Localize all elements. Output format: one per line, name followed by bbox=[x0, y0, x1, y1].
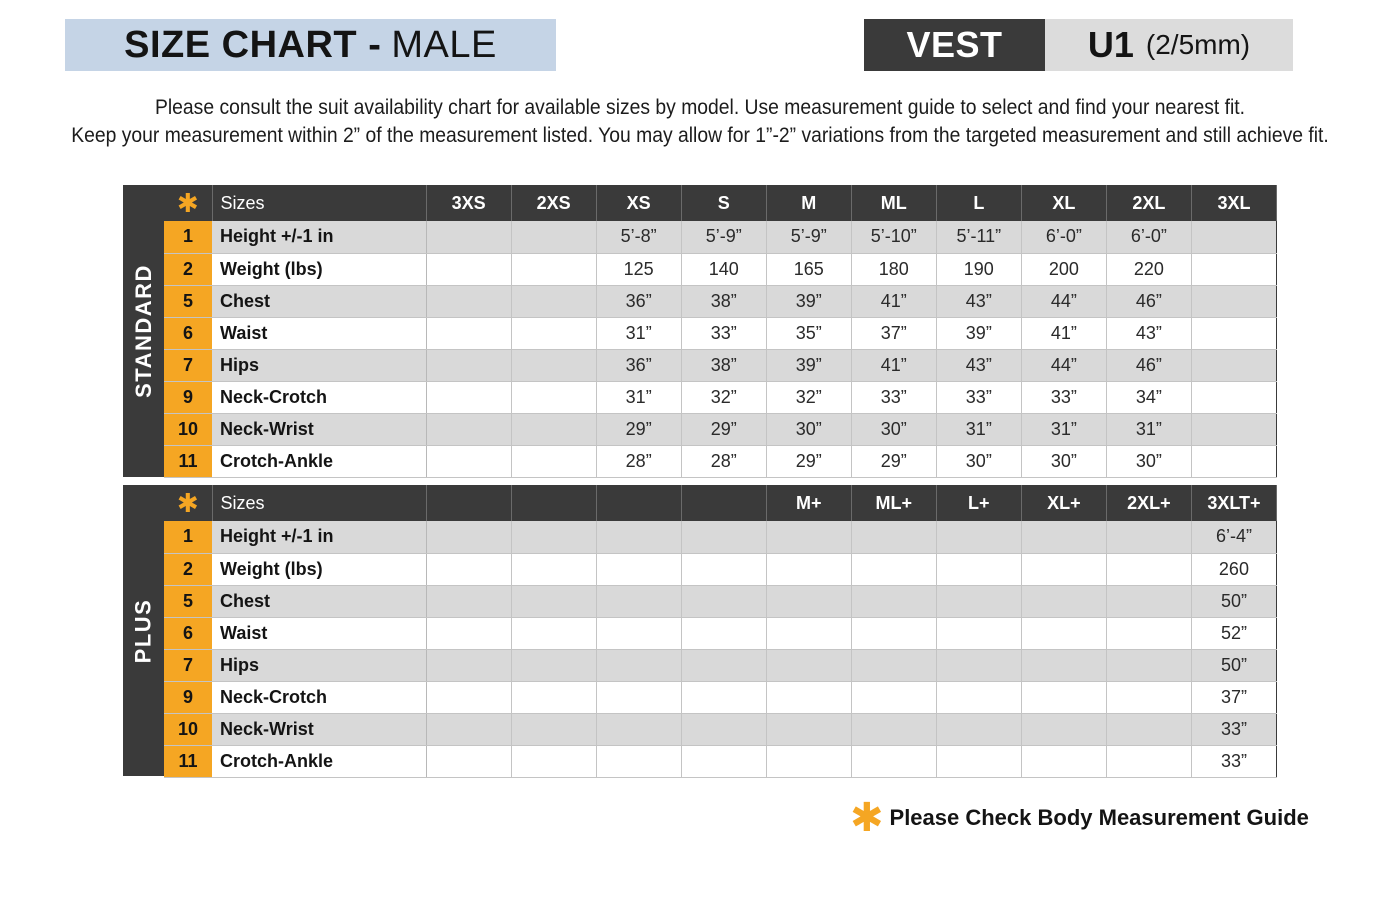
measurement-value-cell bbox=[1191, 317, 1276, 349]
measurement-value-cell: 31” bbox=[596, 317, 681, 349]
measurement-row bbox=[164, 221, 1277, 253]
measurement-number-badge: 2 bbox=[164, 253, 212, 285]
measurement-value-cell bbox=[1021, 649, 1106, 681]
measurement-value-cell: 200 bbox=[1021, 253, 1106, 285]
measurement-label: Crotch-Ankle bbox=[212, 745, 426, 777]
measurement-value-cell bbox=[936, 745, 1021, 777]
measurement-value-cell: 46” bbox=[1106, 285, 1191, 317]
standard-size-table bbox=[164, 185, 1277, 478]
measurement-value-cell: 31” bbox=[596, 381, 681, 413]
measurement-number-badge: 10 bbox=[164, 713, 212, 745]
measurement-value-cell: 37” bbox=[1191, 681, 1276, 713]
measurement-value-cell: 260 bbox=[1191, 553, 1276, 585]
measurement-value-cell: 46” bbox=[1106, 349, 1191, 381]
measurement-value-cell bbox=[1191, 253, 1276, 285]
measurement-value-cell bbox=[426, 381, 511, 413]
measurement-number-badge: 2 bbox=[164, 553, 212, 585]
measurement-label: Height +/-1 in bbox=[212, 521, 426, 553]
measurement-label: Hips bbox=[212, 649, 426, 681]
measurement-value-cell bbox=[936, 617, 1021, 649]
measurement-value-cell: 34” bbox=[1106, 381, 1191, 413]
measurement-label: Neck-Wrist bbox=[212, 413, 426, 445]
measurement-value-cell bbox=[1021, 617, 1106, 649]
measurement-value-cell: 33” bbox=[1191, 713, 1276, 745]
measurement-value-cell bbox=[426, 349, 511, 381]
measurement-value-cell: 33” bbox=[851, 381, 936, 413]
measurement-value-cell bbox=[1021, 521, 1106, 553]
measurement-value-cell bbox=[426, 221, 511, 253]
measurement-label: Crotch-Ankle bbox=[212, 445, 426, 477]
measurement-value-cell bbox=[596, 649, 681, 681]
measurement-value-cell bbox=[681, 745, 766, 777]
measurement-value-cell: 32” bbox=[766, 381, 851, 413]
measurement-value-cell: 30” bbox=[936, 445, 1021, 477]
measurement-value-cell: 39” bbox=[766, 349, 851, 381]
measurement-value-cell: 33” bbox=[1021, 381, 1106, 413]
size-column-header: 3XL bbox=[1191, 185, 1276, 221]
measurement-value-cell bbox=[511, 521, 596, 553]
model-label bbox=[1045, 19, 1293, 71]
measurement-value-cell: 165 bbox=[766, 253, 851, 285]
measurement-value-cell bbox=[426, 585, 511, 617]
measurement-value-cell bbox=[851, 745, 936, 777]
measurement-value-cell bbox=[511, 349, 596, 381]
measurement-value-cell: 43” bbox=[936, 285, 1021, 317]
measurement-value-cell bbox=[511, 285, 596, 317]
measurement-guide-text: Please Check Body Measurement Guide bbox=[889, 805, 1309, 830]
measurement-value-cell bbox=[1191, 285, 1276, 317]
measurement-value-cell bbox=[426, 681, 511, 713]
size-column-header bbox=[596, 485, 681, 521]
measurement-value-cell: 31” bbox=[936, 413, 1021, 445]
size-column-header: 3XS bbox=[426, 185, 511, 221]
standard-size-section bbox=[123, 185, 1277, 477]
measurement-value-cell bbox=[936, 713, 1021, 745]
measurement-value-cell bbox=[1106, 745, 1191, 777]
measurement-row bbox=[164, 445, 1277, 477]
measurement-value-cell bbox=[681, 553, 766, 585]
measurement-number-badge: 1 bbox=[164, 221, 212, 253]
measurement-value-cell bbox=[596, 553, 681, 585]
measurement-value-cell: 6’-0” bbox=[1106, 221, 1191, 253]
measurement-value-cell bbox=[426, 713, 511, 745]
page-title bbox=[65, 19, 556, 71]
measurement-value-cell bbox=[766, 745, 851, 777]
measurement-label: Waist bbox=[212, 617, 426, 649]
size-column-header: 2XL bbox=[1106, 185, 1191, 221]
measurement-label: Neck-Crotch bbox=[212, 381, 426, 413]
measurement-value-cell bbox=[426, 649, 511, 681]
measurement-value-cell bbox=[766, 681, 851, 713]
asterisk-star-icon: ✱ bbox=[164, 485, 212, 521]
measurement-value-cell bbox=[511, 253, 596, 285]
measurement-value-cell: 33” bbox=[681, 317, 766, 349]
measurement-value-cell bbox=[596, 745, 681, 777]
measurement-number-badge: 9 bbox=[164, 381, 212, 413]
measurement-value-cell bbox=[596, 681, 681, 713]
measurement-value-cell: 41” bbox=[851, 349, 936, 381]
measurement-value-cell bbox=[936, 649, 1021, 681]
measurement-value-cell: 190 bbox=[936, 253, 1021, 285]
measurement-value-cell bbox=[596, 713, 681, 745]
measurement-number-badge: 6 bbox=[164, 317, 212, 349]
title-bold-text: SIZE CHART - bbox=[124, 23, 382, 66]
measurement-value-cell: 29” bbox=[681, 413, 766, 445]
measurement-value-cell: 36” bbox=[596, 349, 681, 381]
measurement-value-cell bbox=[426, 617, 511, 649]
intro-line-2: Keep your measurement within 2” of the measurement listed. You may allow for 1”-2” variations from the targeted measurement and still achieve fit. bbox=[71, 124, 1329, 147]
measurement-value-cell bbox=[426, 413, 511, 445]
measurement-value-cell bbox=[681, 521, 766, 553]
plus-side-label bbox=[123, 485, 164, 776]
measurement-value-cell bbox=[511, 381, 596, 413]
size-column-header bbox=[681, 485, 766, 521]
measurement-row bbox=[164, 553, 1277, 585]
measurement-value-cell bbox=[511, 713, 596, 745]
measurement-value-cell bbox=[936, 585, 1021, 617]
measurement-row bbox=[164, 317, 1277, 349]
measurement-value-cell bbox=[851, 681, 936, 713]
measurement-number-badge: 10 bbox=[164, 413, 212, 445]
measurement-row bbox=[164, 681, 1277, 713]
measurement-value-cell bbox=[1191, 349, 1276, 381]
plus-label-text: PLUS bbox=[130, 598, 156, 663]
measurement-value-cell: 29” bbox=[766, 445, 851, 477]
measurement-value-cell: 43” bbox=[936, 349, 1021, 381]
measurement-value-cell bbox=[766, 617, 851, 649]
measurement-value-cell bbox=[511, 445, 596, 477]
measurement-value-cell: 41” bbox=[1021, 317, 1106, 349]
measurement-value-cell bbox=[1021, 585, 1106, 617]
measurement-label: Weight (lbs) bbox=[212, 553, 426, 585]
measurement-value-cell: 31” bbox=[1021, 413, 1106, 445]
measurement-value-cell: 32” bbox=[681, 381, 766, 413]
measurement-value-cell bbox=[511, 649, 596, 681]
measurement-value-cell: 220 bbox=[1106, 253, 1191, 285]
measurement-value-cell: 5’-10” bbox=[851, 221, 936, 253]
garment-label: VEST bbox=[864, 19, 1045, 71]
size-column-header: XL bbox=[1021, 185, 1106, 221]
measurement-value-cell: 125 bbox=[596, 253, 681, 285]
measurement-row bbox=[164, 585, 1277, 617]
measurement-value-cell: 38” bbox=[681, 349, 766, 381]
measurement-value-cell: 28” bbox=[681, 445, 766, 477]
size-column-header: 2XL+ bbox=[1106, 485, 1191, 521]
measurement-row bbox=[164, 253, 1277, 285]
measurement-value-cell: 44” bbox=[1021, 285, 1106, 317]
measurement-label: Hips bbox=[212, 349, 426, 381]
sizes-column-header: Sizes bbox=[212, 485, 426, 521]
measurement-row bbox=[164, 745, 1277, 777]
measurement-value-cell bbox=[1021, 713, 1106, 745]
measurement-value-cell bbox=[511, 553, 596, 585]
measurement-label: Neck-Crotch bbox=[212, 681, 426, 713]
measurement-value-cell bbox=[426, 553, 511, 585]
measurement-value-cell bbox=[1191, 381, 1276, 413]
measurement-value-cell: 28” bbox=[596, 445, 681, 477]
measurement-row bbox=[164, 349, 1277, 381]
measurement-row bbox=[164, 617, 1277, 649]
size-column-header bbox=[426, 485, 511, 521]
measurement-label: Weight (lbs) bbox=[212, 253, 426, 285]
measurement-number-badge: 6 bbox=[164, 617, 212, 649]
measurement-value-cell: 29” bbox=[596, 413, 681, 445]
measurement-value-cell bbox=[426, 317, 511, 349]
measurement-value-cell bbox=[1106, 585, 1191, 617]
measurement-value-cell bbox=[426, 521, 511, 553]
size-column-header: XL+ bbox=[1021, 485, 1106, 521]
measurement-value-cell: 30” bbox=[766, 413, 851, 445]
model-code: U1 bbox=[1087, 24, 1134, 65]
measurement-value-cell bbox=[426, 445, 511, 477]
measurement-value-cell bbox=[1106, 617, 1191, 649]
measurement-value-cell bbox=[851, 713, 936, 745]
measurement-row bbox=[164, 381, 1277, 413]
measurement-value-cell bbox=[936, 553, 1021, 585]
measurement-guide-note bbox=[850, 796, 1309, 840]
measurement-value-cell bbox=[1106, 553, 1191, 585]
size-column-header: ML+ bbox=[851, 485, 936, 521]
measurement-number-badge: 5 bbox=[164, 585, 212, 617]
measurement-value-cell bbox=[511, 413, 596, 445]
size-column-header bbox=[511, 485, 596, 521]
measurement-number-badge: 7 bbox=[164, 649, 212, 681]
measurement-value-cell bbox=[681, 585, 766, 617]
measurement-value-cell bbox=[851, 585, 936, 617]
measurement-value-cell: 43” bbox=[1106, 317, 1191, 349]
measurement-value-cell: 50” bbox=[1191, 585, 1276, 617]
measurement-value-cell: 50” bbox=[1191, 649, 1276, 681]
measurement-label: Height +/-1 in bbox=[212, 221, 426, 253]
standard-label-text: STANDARD bbox=[130, 264, 156, 398]
measurement-value-cell bbox=[681, 713, 766, 745]
measurement-row bbox=[164, 521, 1277, 553]
measurement-value-cell bbox=[511, 617, 596, 649]
measurement-value-cell: 5’-9” bbox=[766, 221, 851, 253]
measurement-value-cell bbox=[511, 681, 596, 713]
measurement-value-cell: 37” bbox=[851, 317, 936, 349]
size-column-header: ML bbox=[851, 185, 936, 221]
size-column-header: 3XLT+ bbox=[1191, 485, 1276, 521]
measurement-row bbox=[164, 713, 1277, 745]
measurement-value-cell: 140 bbox=[681, 253, 766, 285]
model-thickness: (2/5mm) bbox=[1145, 29, 1251, 60]
measurement-value-cell bbox=[1106, 713, 1191, 745]
measurement-value-cell bbox=[1021, 553, 1106, 585]
measurement-value-cell bbox=[596, 585, 681, 617]
intro-text bbox=[56, 94, 1344, 150]
measurement-value-cell: 6’-4” bbox=[1191, 521, 1276, 553]
measurement-value-cell bbox=[681, 617, 766, 649]
asterisk-star-icon: ✱ bbox=[850, 796, 884, 840]
measurement-value-cell bbox=[1106, 681, 1191, 713]
plus-size-section bbox=[123, 485, 1277, 776]
measurement-value-cell: 44” bbox=[1021, 349, 1106, 381]
measurement-value-cell bbox=[681, 681, 766, 713]
measurement-number-badge: 11 bbox=[164, 445, 212, 477]
measurement-value-cell bbox=[851, 617, 936, 649]
measurement-number-badge: 1 bbox=[164, 521, 212, 553]
measurement-value-cell bbox=[681, 649, 766, 681]
measurement-value-cell: 5’-9” bbox=[681, 221, 766, 253]
measurement-number-badge: 5 bbox=[164, 285, 212, 317]
measurement-value-cell: 38” bbox=[681, 285, 766, 317]
measurement-value-cell bbox=[1021, 745, 1106, 777]
measurement-number-badge: 7 bbox=[164, 349, 212, 381]
measurement-number-badge: 11 bbox=[164, 745, 212, 777]
measurement-value-cell: 33” bbox=[1191, 745, 1276, 777]
size-header-row bbox=[164, 485, 1277, 521]
size-column-header: 2XS bbox=[511, 185, 596, 221]
measurement-value-cell: 52” bbox=[1191, 617, 1276, 649]
measurement-row bbox=[164, 413, 1277, 445]
measurement-value-cell bbox=[766, 553, 851, 585]
size-header-row bbox=[164, 185, 1277, 221]
measurement-value-cell: 30” bbox=[1021, 445, 1106, 477]
measurement-value-cell: 5’-11” bbox=[936, 221, 1021, 253]
measurement-value-cell: 30” bbox=[851, 413, 936, 445]
measurement-value-cell bbox=[511, 585, 596, 617]
measurement-value-cell bbox=[596, 617, 681, 649]
measurement-row bbox=[164, 285, 1277, 317]
measurement-value-cell bbox=[851, 521, 936, 553]
measurement-row bbox=[164, 649, 1277, 681]
measurement-value-cell: 31” bbox=[1106, 413, 1191, 445]
measurement-value-cell bbox=[851, 553, 936, 585]
measurement-value-cell bbox=[936, 681, 1021, 713]
measurement-label: Chest bbox=[212, 585, 426, 617]
measurement-value-cell: 6’-0” bbox=[1021, 221, 1106, 253]
measurement-value-cell bbox=[426, 285, 511, 317]
measurement-value-cell bbox=[766, 585, 851, 617]
size-column-header: L+ bbox=[936, 485, 1021, 521]
standard-side-label bbox=[123, 185, 164, 477]
measurement-value-cell bbox=[1021, 681, 1106, 713]
measurement-value-cell bbox=[511, 317, 596, 349]
measurement-value-cell: 30” bbox=[1106, 445, 1191, 477]
measurement-value-cell bbox=[851, 649, 936, 681]
size-column-header: M+ bbox=[766, 485, 851, 521]
size-column-header: M bbox=[766, 185, 851, 221]
measurement-label: Chest bbox=[212, 285, 426, 317]
measurement-value-cell bbox=[426, 745, 511, 777]
title-gender-text: MALE bbox=[391, 23, 497, 66]
measurement-value-cell: 39” bbox=[766, 285, 851, 317]
measurement-label: Neck-Wrist bbox=[212, 713, 426, 745]
asterisk-star-icon: ✱ bbox=[164, 185, 212, 221]
measurement-value-cell bbox=[936, 521, 1021, 553]
plus-size-table bbox=[164, 485, 1277, 778]
size-column-header: S bbox=[681, 185, 766, 221]
measurement-value-cell bbox=[1106, 649, 1191, 681]
measurement-value-cell bbox=[766, 649, 851, 681]
measurement-value-cell bbox=[1106, 521, 1191, 553]
measurement-value-cell bbox=[1191, 445, 1276, 477]
measurement-value-cell: 41” bbox=[851, 285, 936, 317]
measurement-value-cell: 39” bbox=[936, 317, 1021, 349]
measurement-label: Waist bbox=[212, 317, 426, 349]
measurement-value-cell bbox=[1191, 221, 1276, 253]
measurement-value-cell: 33” bbox=[936, 381, 1021, 413]
measurement-value-cell: 35” bbox=[766, 317, 851, 349]
measurement-value-cell: 29” bbox=[851, 445, 936, 477]
measurement-value-cell bbox=[766, 521, 851, 553]
measurement-value-cell bbox=[766, 713, 851, 745]
measurement-value-cell: 5’-8” bbox=[596, 221, 681, 253]
intro-line-1: Please consult the suit availability chart for available sizes by model. Use measurement guide to select and find your nearest fit. bbox=[155, 96, 1245, 119]
size-column-header: L bbox=[936, 185, 1021, 221]
measurement-number-badge: 9 bbox=[164, 681, 212, 713]
measurement-value-cell bbox=[1191, 413, 1276, 445]
measurement-value-cell bbox=[596, 521, 681, 553]
measurement-value-cell bbox=[511, 745, 596, 777]
size-column-header: XS bbox=[596, 185, 681, 221]
measurement-value-cell bbox=[426, 253, 511, 285]
measurement-value-cell: 36” bbox=[596, 285, 681, 317]
sizes-column-header: Sizes bbox=[212, 185, 426, 221]
measurement-value-cell bbox=[511, 221, 596, 253]
measurement-value-cell: 180 bbox=[851, 253, 936, 285]
